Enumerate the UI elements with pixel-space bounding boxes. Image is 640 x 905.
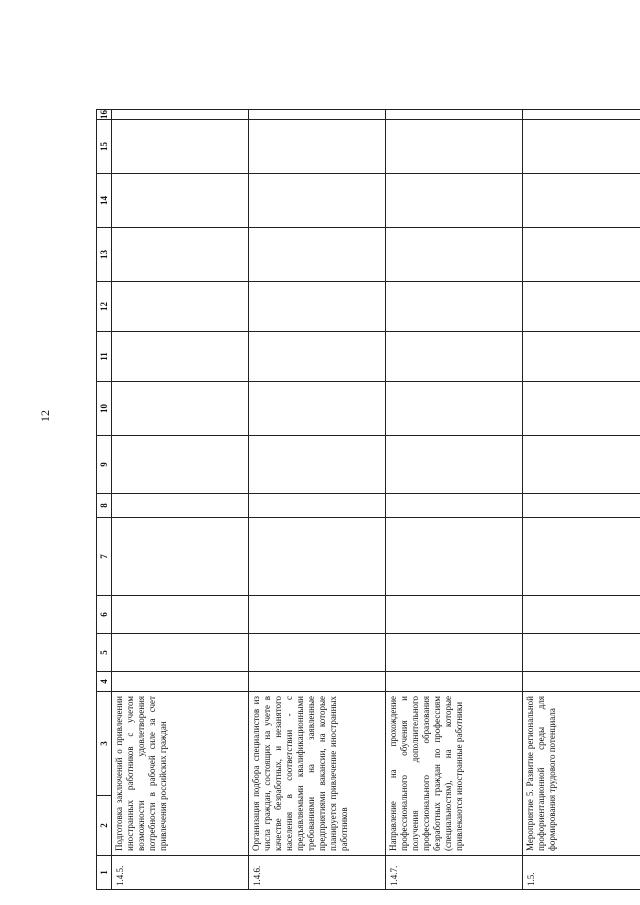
empty-cell (386, 494, 523, 518)
empty-cell (112, 596, 249, 634)
empty-cell (386, 332, 523, 382)
column-header: 5 (97, 634, 112, 672)
column-header: 16 (97, 110, 112, 120)
column-header: 14 (97, 174, 112, 228)
column-header: 13 (97, 228, 112, 282)
empty-cell (386, 634, 523, 672)
empty-cell (112, 634, 249, 672)
column-header: 6 (97, 596, 112, 634)
empty-cell (249, 672, 386, 692)
empty-cell (249, 282, 386, 332)
column-header: 15 (97, 120, 112, 174)
column-header: 3 (97, 692, 112, 796)
row-description: Организация подбора специалистов из числа граждан, состоящих на учете в качестве безработных, и незанятого населения в соответствии - с предъявляемыми квалификационными требованиями на заявленные предприятиями вакансии, на которые планируется привлечение иностранных работников (249, 692, 386, 856)
row-number: 1.4.5. (112, 856, 249, 890)
empty-cell (249, 436, 386, 494)
empty-cell (112, 120, 249, 174)
empty-cell (249, 228, 386, 282)
empty-cell (112, 494, 249, 518)
table-row (112, 110, 249, 890)
empty-cell (386, 672, 523, 692)
empty-cell (523, 110, 640, 120)
empty-cell (112, 382, 249, 436)
empty-cell (523, 494, 640, 518)
empty-cell (249, 110, 386, 120)
column-header: 2 (97, 796, 112, 856)
column-header: 1 (97, 856, 112, 890)
empty-cell (249, 382, 386, 436)
empty-cell (523, 672, 640, 692)
table-row (386, 110, 523, 890)
empty-cell (112, 174, 249, 228)
empty-cell (386, 596, 523, 634)
header-row (97, 110, 112, 890)
empty-cell (386, 282, 523, 332)
row-description: Подготовка заключений о привлечении иностранных работников с учетом возможности удовлетворения потребности в рабочей силе за счет привлечения российских граждан (112, 692, 249, 856)
empty-cell (386, 174, 523, 228)
row-description: Направление на прохождение профессионального обучения и получения дополнительного профессионального образования безработных граждан по профессиям (специальностям), на которые привлекаются иностранные работники (386, 692, 523, 856)
empty-cell (112, 228, 249, 282)
column-header: 12 (97, 282, 112, 332)
empty-cell (523, 174, 640, 228)
empty-cell (523, 634, 640, 672)
empty-cell (249, 120, 386, 174)
table-row (523, 110, 640, 890)
row-number: 1.4.6. (249, 856, 386, 890)
empty-cell (523, 436, 640, 494)
column-header: 10 (97, 382, 112, 436)
empty-cell (249, 332, 386, 382)
empty-cell (386, 436, 523, 494)
table-row (249, 110, 386, 890)
empty-cell (523, 282, 640, 332)
row-description: Мероприятие 5. Развитие региональной профориентационной среды для формирования трудового потенциала (523, 692, 640, 856)
column-header: 9 (97, 436, 112, 494)
column-header: 4 (97, 672, 112, 692)
empty-cell (386, 110, 523, 120)
empty-cell (523, 120, 640, 174)
empty-cell (523, 596, 640, 634)
empty-cell (112, 282, 249, 332)
empty-cell (386, 382, 523, 436)
empty-cell (112, 672, 249, 692)
column-header: 11 (97, 332, 112, 382)
empty-cell (523, 382, 640, 436)
row-number: 1.4.7. (386, 856, 523, 890)
empty-cell (249, 596, 386, 634)
empty-cell (112, 332, 249, 382)
empty-cell (112, 436, 249, 494)
plan-table-sheet (96, 110, 640, 890)
empty-cell (386, 518, 523, 596)
empty-cell (386, 228, 523, 282)
column-header: 7 (97, 518, 112, 596)
row-number: 1.5. (523, 856, 640, 890)
empty-cell (112, 110, 249, 120)
plan-table (96, 109, 640, 890)
page-number: 12 (38, 410, 52, 422)
empty-cell (386, 120, 523, 174)
column-header: 8 (97, 494, 112, 518)
empty-cell (249, 494, 386, 518)
empty-cell (112, 518, 249, 596)
empty-cell (523, 518, 640, 596)
empty-cell (249, 518, 386, 596)
empty-cell (249, 174, 386, 228)
empty-cell (249, 634, 386, 672)
empty-cell (523, 228, 640, 282)
empty-cell (523, 332, 640, 382)
